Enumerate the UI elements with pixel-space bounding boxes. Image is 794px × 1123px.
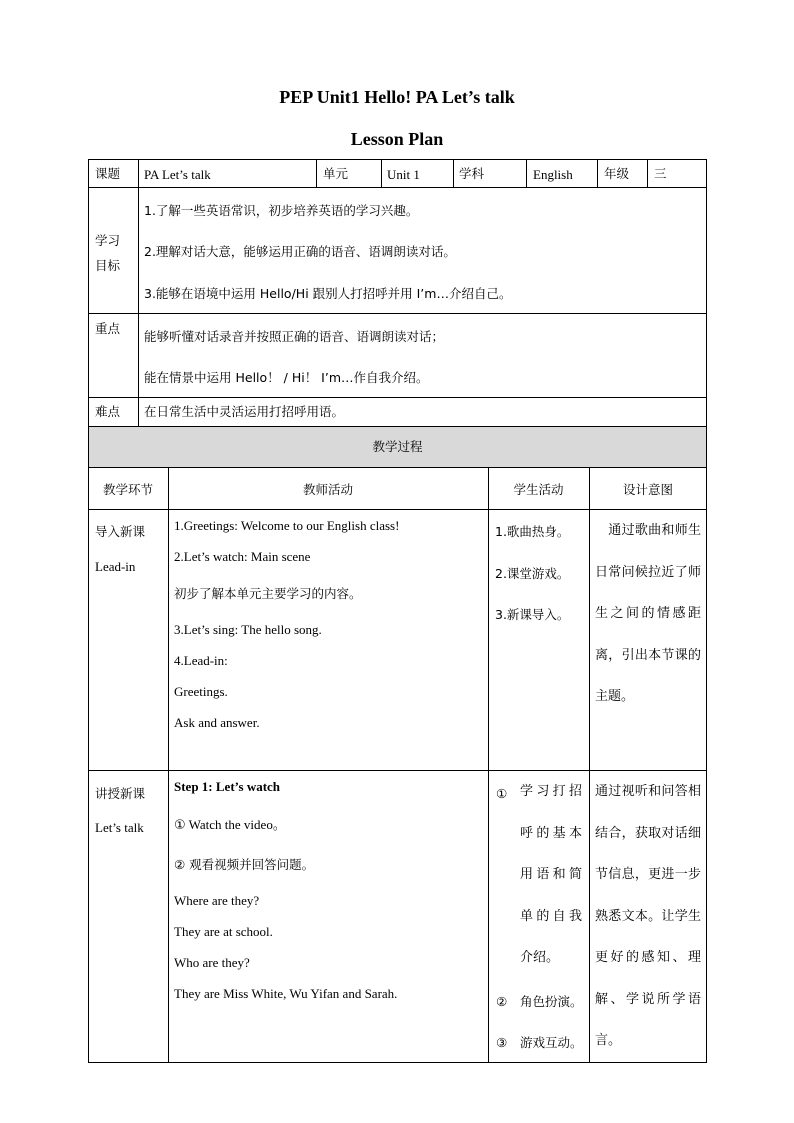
- teacher-line: 3.Let’s sing: The hello song.: [174, 622, 322, 637]
- teacher-line: They are at school.: [174, 924, 273, 939]
- key-points-label: 重点: [95, 321, 121, 336]
- topic-value: PA Let’s talk: [144, 167, 211, 182]
- teacher-step-heading: Step 1: Let’s watch: [174, 779, 281, 794]
- teacher-line: Greetings.: [174, 684, 228, 699]
- difficulty-text: 在日常生活中灵活运用打招呼用语。: [144, 404, 345, 419]
- student-item-marker: ①: [496, 786, 508, 801]
- stage-cn: 导入新课: [95, 524, 146, 539]
- student-item-text: 游戏互动。: [520, 1035, 583, 1050]
- difficulty-label: 难点: [95, 404, 121, 419]
- objective-item: 1.了解一些英语常识，初步培养英语的学习兴趣。: [144, 203, 419, 218]
- teacher-line: ① Watch the video。: [174, 817, 286, 832]
- unit-label: 单元: [323, 166, 349, 181]
- student-line: 2.课堂游戏。: [495, 566, 570, 581]
- teacher-line: ② 观看视频并回答问题。: [174, 857, 315, 872]
- student-line: 3.新课导入。: [495, 607, 570, 622]
- design-intent-text: 通过歌曲和师生日常问候拉近了师生之间的情感距离，引出本节课的主题。: [595, 523, 701, 704]
- key-point-item: 能在情景中运用 Hello！ / Hi！ I’m…作自我介绍。: [144, 370, 429, 385]
- stage-en: Let’s talk: [95, 820, 144, 835]
- design-intent-text: 通过视听和问答相结合，获取对话细节信息，更进一步熟悉文本。让学生更好的感知、理解、学说所学语言。: [595, 784, 701, 1048]
- unit-value: Unit 1: [387, 167, 420, 182]
- key-point-item: 能够听懂对话录音并按照正确的语音、语调朗读对话；: [144, 329, 445, 344]
- student-item-text: 学习打招呼的基本用语和简单的自我介绍。: [520, 784, 582, 965]
- grade-label: 年级: [604, 166, 630, 181]
- column-header-design: 设计意图: [622, 482, 673, 497]
- stage-cn: 讲授新课: [95, 786, 146, 801]
- document-subtitle: Lesson Plan: [350, 129, 444, 149]
- topic-label: 课题: [95, 166, 121, 181]
- student-item-marker: ③: [496, 1035, 508, 1050]
- objective-item: 3.能够在语境中运用 Hello/Hi 跟别人打招呼并用 I’m…介绍自己。: [144, 286, 512, 301]
- student-line: 1.歌曲热身。: [495, 524, 570, 539]
- teacher-line: Who are they?: [174, 955, 250, 970]
- column-header-teacher: 教师活动: [302, 482, 353, 497]
- objective-item: 2.理解对话大意，能够运用正确的语音、语调朗读对话。: [144, 244, 456, 259]
- teacher-line: 初步了解本单元主要学习的内容。: [174, 586, 362, 601]
- document-title: PEP Unit1 Hello! PA Let’s talk: [279, 87, 515, 107]
- column-header-stage: 教学环节: [102, 482, 153, 497]
- grade-value: 三: [654, 166, 667, 181]
- objectives-label-line1: 学习: [95, 233, 121, 248]
- stage-en: Lead-in: [95, 559, 136, 574]
- student-item-text: 角色扮演。: [520, 994, 583, 1009]
- teacher-line: 4.Lead-in:: [174, 653, 228, 668]
- teacher-line: Ask and answer.: [174, 715, 260, 730]
- subject-label: 学科: [459, 166, 485, 181]
- subject-value: English: [533, 167, 573, 182]
- teacher-line: They are Miss White, Wu Yifan and Sarah.: [174, 986, 398, 1001]
- teacher-line: 2.Let’s watch: Main scene: [174, 549, 311, 564]
- process-header: 教学过程: [372, 439, 423, 454]
- teacher-line: 1.Greetings: Welcome to our English class!: [174, 518, 400, 533]
- column-header-student: 学生活动: [513, 482, 564, 497]
- teacher-line: Where are they?: [174, 893, 260, 908]
- student-item-marker: ②: [496, 994, 508, 1009]
- objectives-label-line2: 目标: [95, 258, 121, 273]
